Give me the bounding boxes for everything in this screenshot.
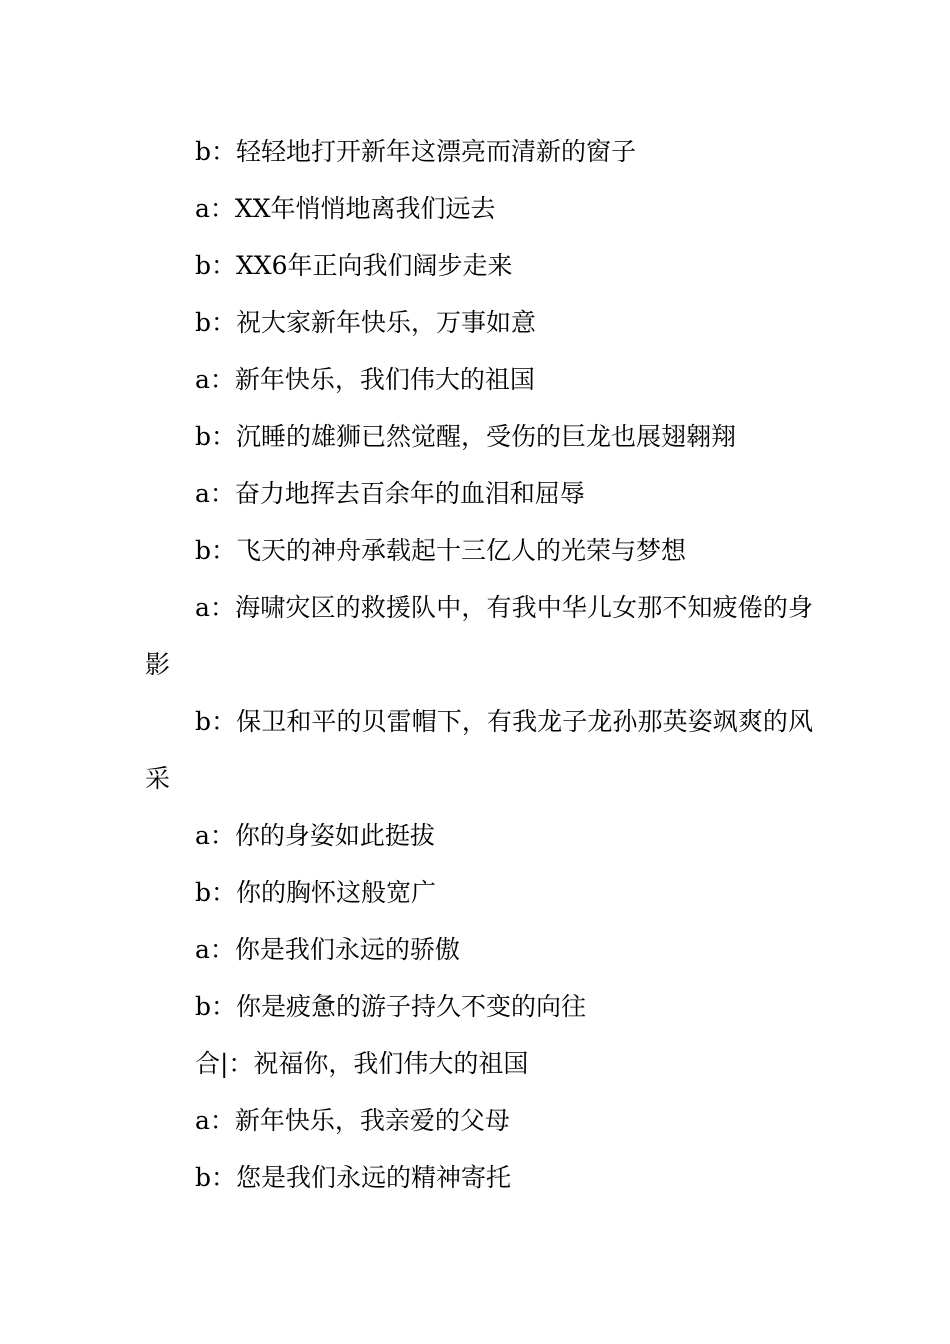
dialogue-line: a：海啸灾区的救援队中，有我中华儿女那不知疲倦的身影 [145, 593, 813, 679]
dialogue-line: b：XX6年正向我们阔步走来 [195, 251, 513, 280]
dialogue-line: b：您是我们永远的精神寄托 [195, 1163, 512, 1192]
dialogue-text [145, 123, 813, 1206]
dialogue-line: a：你的身姿如此挺拔 [195, 821, 435, 850]
dialogue-line: b：保卫和平的贝雷帽下，有我龙子龙孙那英姿飒爽的风采 [145, 707, 813, 793]
dialogue-line: b：轻轻地打开新年这漂亮而清新的窗子 [195, 137, 637, 166]
dialogue-line: 合|：祝福你，我们伟大的祖国 [195, 1049, 529, 1078]
dialogue-line: a：新年快乐，我们伟大的祖国 [195, 365, 535, 394]
dialogue-line: a：新年快乐，我亲爱的父母 [195, 1106, 510, 1135]
dialogue-line: b：祝大家新年快乐，万事如意 [195, 308, 537, 337]
dialogue-line: b：你的胸怀这般宽广 [195, 878, 437, 907]
dialogue-line: a：奋力地挥去百余年的血泪和屈辱 [195, 479, 585, 508]
dialogue-line: a：你是我们永远的骄傲 [195, 935, 460, 964]
dialogue-line: b：飞天的神舟承载起十三亿人的光荣与梦想 [195, 536, 687, 565]
dialogue-line: a：XX年悄悄地离我们远去 [195, 194, 496, 223]
dialogue-line: b：你是疲惫的游子持久不变的向往 [195, 992, 587, 1021]
dialogue-line: b：沉睡的雄狮已然觉醒，受伤的巨龙也展翅翱翔 [195, 422, 737, 451]
